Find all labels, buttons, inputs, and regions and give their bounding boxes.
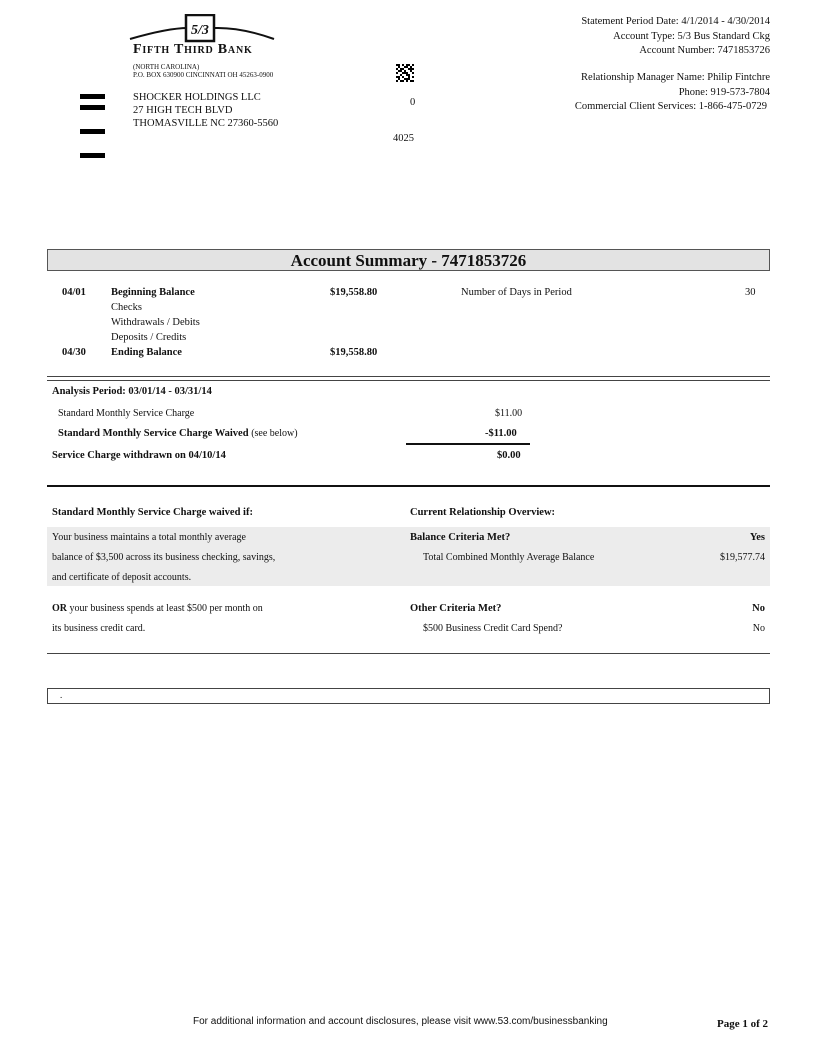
total-rule bbox=[406, 443, 530, 445]
client-services: Commercial Client Services: 1-866-475-0729 bbox=[574, 101, 767, 112]
withdrawn-amount: $0.00 bbox=[497, 450, 521, 461]
begin-amount: $19,558.80 bbox=[330, 287, 378, 298]
begin-date: 04/01 bbox=[62, 287, 86, 298]
overview-heading: Current Relationship Overview: bbox=[410, 507, 556, 518]
account-summary-title: Account Summary - 7471853726 bbox=[290, 251, 527, 270]
checks-label: Checks bbox=[111, 302, 142, 313]
balance-met-value: Yes bbox=[749, 532, 765, 543]
cond2-or: OR bbox=[52, 603, 67, 614]
credit-spend-value: No bbox=[752, 623, 765, 634]
page-number: Page 1 of 2 bbox=[716, 1018, 768, 1030]
divider bbox=[47, 376, 770, 377]
waived-label: Standard Monthly Service Charge Waived bbox=[58, 428, 249, 439]
footer-note: For additional information and account disclosures, please visit www.53.com/businessbanking bbox=[193, 1016, 608, 1027]
relationship-manager: Relationship Manager Name: Philip Fintchre bbox=[581, 72, 770, 83]
cond2-line1 bbox=[52, 603, 263, 614]
account-type: Account Type: 5/3 Bus Standard Ckg bbox=[613, 30, 770, 42]
customer-address-line1: 27 HIGH TECH BLVD bbox=[133, 105, 233, 116]
end-label: Ending Balance bbox=[111, 347, 182, 358]
notice-box bbox=[47, 688, 770, 704]
account-number: Account Number: 7471853726 bbox=[639, 45, 770, 56]
sort-bar bbox=[80, 94, 105, 99]
sort-bar bbox=[80, 105, 105, 110]
begin-label: Beginning Balance bbox=[111, 287, 195, 298]
cond1-line1: Your business maintains a total monthly average bbox=[52, 532, 246, 543]
cond1-line3: and certificate of deposit accounts. bbox=[52, 572, 192, 583]
relationship-info bbox=[575, 71, 770, 115]
combined-balance-value: $19,577.74 bbox=[720, 552, 765, 563]
statement-period: Statement Period Date: 4/1/2014 - 4/30/2014 bbox=[581, 16, 770, 27]
notice-text: . bbox=[60, 690, 63, 700]
cond2-text: your business spends at least $500 per month on bbox=[67, 603, 263, 614]
waived-note: (see below) bbox=[251, 428, 298, 439]
cond1-line2: balance of $3,500 across its business checking, savings, bbox=[52, 552, 276, 563]
sort-bar bbox=[80, 129, 105, 134]
other-met-label: Other Criteria Met? bbox=[410, 603, 502, 614]
customer-code-b: 4025 bbox=[393, 133, 414, 144]
other-met-value: No bbox=[752, 603, 765, 614]
customer-code-a: 0 bbox=[410, 97, 416, 108]
credit-spend-label: $500 Business Credit Card Spend? bbox=[423, 623, 563, 634]
bank-address bbox=[133, 63, 273, 79]
customer-name: SHOCKER HOLDINGS LLC bbox=[133, 92, 261, 103]
customer-address-line2: THOMASVILLE NC 27360-5560 bbox=[133, 118, 279, 129]
bank-address-line2: P.O. BOX 630900 CINCINNATI OH 45263-0900 bbox=[133, 71, 274, 79]
withdrawals-label: Withdrawals / Debits bbox=[111, 317, 200, 328]
logo-text: 5/3 bbox=[191, 23, 209, 38]
divider bbox=[47, 653, 770, 654]
divider bbox=[47, 380, 770, 381]
waived-amount: -$11.00 bbox=[485, 428, 517, 439]
waived-row bbox=[58, 428, 298, 439]
end-date: 04/30 bbox=[62, 347, 86, 358]
bank-address-line1: (NORTH CAROLINA) bbox=[133, 63, 200, 71]
account-summary-header bbox=[47, 249, 770, 271]
bank-name: Fifth Third Bank bbox=[133, 42, 253, 57]
deposits-label: Deposits / Credits bbox=[111, 332, 187, 343]
waiver-heading: Standard Monthly Service Charge waived if: bbox=[52, 507, 253, 518]
cond2-line2: its business credit card. bbox=[52, 623, 146, 634]
qr-code-icon bbox=[396, 64, 414, 82]
balance-met-label: Balance Criteria Met? bbox=[410, 532, 511, 543]
analysis-period: Analysis Period: 03/01/14 - 03/31/14 bbox=[52, 386, 212, 397]
service-charge-label: Standard Monthly Service Charge bbox=[58, 408, 195, 419]
customer-address bbox=[133, 91, 278, 130]
combined-balance-label: Total Combined Monthly Average Balance bbox=[423, 552, 595, 563]
end-amount: $19,558.80 bbox=[330, 347, 378, 358]
manager-phone: Phone: 919-573-7804 bbox=[678, 86, 770, 98]
days-value: 30 bbox=[745, 287, 756, 298]
days-label: Number of Days in Period bbox=[461, 287, 572, 298]
sort-bar bbox=[80, 153, 105, 158]
divider bbox=[47, 485, 770, 487]
withdrawn-label: Service Charge withdrawn on 04/10/14 bbox=[52, 450, 226, 461]
service-charge-amount: $11.00 bbox=[495, 408, 523, 419]
statement-info bbox=[581, 15, 770, 59]
